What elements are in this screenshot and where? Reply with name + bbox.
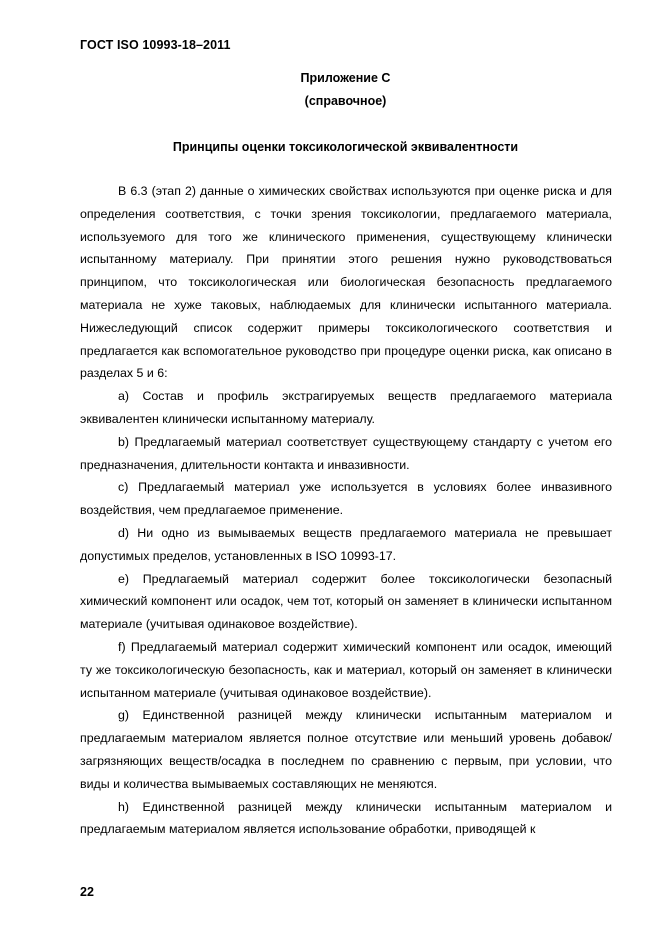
list-item-b: b) Предлагаемый материал соответствует существующему стандарту с учетом его предназначения, длительности контакта и инвазивности. [80,434,612,472]
appendix-title: Приложение С [300,71,391,85]
list-item-g: g) Единственной разницей между клинически испытанным материалом и предлагаемым материалом является полное отсутствие или меньший уровень добавок/загрязняющих веществ/осадка в последнем по сравнению с первым, при условии, что виды и количества вымываемых составляющих не меняются. [80,708,612,791]
document-header: ГОСТ ISO 10993-18–2011 [80,38,231,52]
list-item-h: h) Единственной разницей между клинически испытанным материалом и предлагаемым материалом является использование обработки, приводящей к [80,799,612,837]
page-number: 22 [80,885,94,899]
list-item-f: f) Предлагаемый материал содержит химический компонент или осадок, имеющий ту же токсикологическую безопасность, как и материал, который он заменяет в клинически испытанном материале (учитывая одинаковое воздействие). [80,639,612,700]
list-item-d: d) Ни одно из вымываемых веществ предлагаемого материала не превышает допустимых пределов, установленных в ISO 10993-17. [80,525,612,563]
list-item-e: e) Предлагаемый материал содержит более токсикологически безопасный химический компонент или осадок, чем тот, который он заменяет в клинически испытанном материале (учитывая одинаковое воздействие). [80,571,612,632]
appendix-subtitle: (справочное) [304,94,387,108]
list-item-a: a) Состав и профиль экстрагируемых веществ предлагаемого материала эквивалентен клинически испытанному материалу. [80,389,612,426]
body-text [80,180,612,841]
list-item-c: c) Предлагаемый материал уже используется в условиях более инвазивного воздействия, чем предлагаемое применение. [80,480,612,518]
section-title: Принципы оценки токсикологической эквивалентности [172,140,519,154]
intro-paragraph: В 6.3 (этап 2) данные о химических свойствах используются при оценке риска и для определения соответствия, с точки зрения токсикологии, предлагаемого материала, используемого для того же клинического применения, существующему клинически испытанному материалу. При принятии этого решения нужно руководствоваться принципом, что токсикологическая или биологическая безопасность предлагаемого материала не хуже таковых, наблюдаемых для клинически испытанного материала. Нижеследующий список содержит примеры токсикологического соответствия и предлагается как вспомогательное руководство при процедуре оценки риска, как описано в разделах 5 и 6: [80,184,612,381]
